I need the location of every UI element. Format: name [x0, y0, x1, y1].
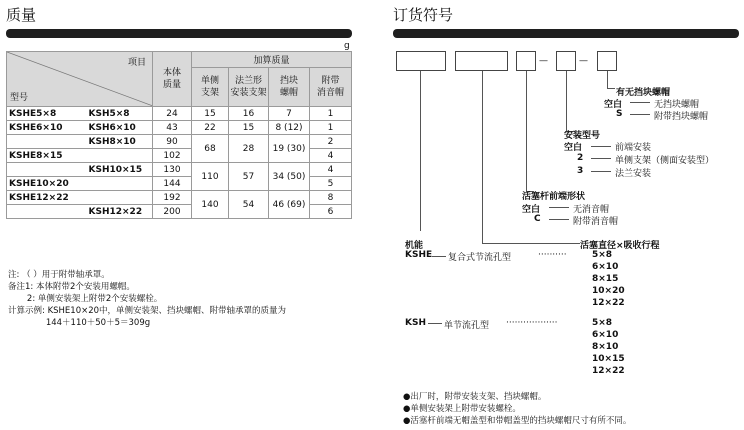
stopper-option-code: S — [616, 109, 623, 119]
header-flange-bracket: 法兰形 安装支架 — [229, 68, 269, 107]
option-dash — [630, 102, 650, 103]
code-box-function — [396, 51, 446, 71]
order-title-bar — [393, 29, 739, 38]
ksh-size: 12×22 — [592, 366, 625, 376]
connector-line — [420, 71, 421, 231]
connector-line — [607, 88, 615, 89]
code-box-mount — [556, 51, 576, 71]
table-row: KSHE12×22 192 140 54 46 (69) 8 — [7, 191, 352, 205]
stopper-label: 有无挡块螺帽 — [616, 88, 671, 98]
kshe-size: 5×8 — [592, 250, 613, 260]
table-row: KSHE6×10 KSH6×10 43 22 15 8 (12) 1 — [7, 121, 352, 135]
table-header-row — [7, 52, 352, 68]
bullet-note: ●单侧安装架上附带安装螺栓。 — [403, 404, 521, 414]
connector-line — [566, 71, 567, 131]
ksh-size: 8×10 — [592, 342, 619, 352]
weight-title: 质量 — [6, 6, 37, 24]
header-single-bracket: 单侧 支架 — [192, 68, 229, 107]
note-line: 注: （ ）用于附带轴承罩。 — [8, 270, 110, 280]
header-stopper-nut: 挡块 螺帽 — [269, 68, 310, 107]
mount-option-desc: 前端安装 — [615, 143, 652, 153]
table-row: KSHE5×8 KSH5×8 24 15 16 7 1 — [7, 107, 352, 121]
code-box-rod — [516, 51, 536, 71]
mount-option-code: 3 — [577, 166, 584, 176]
option-dash — [432, 256, 446, 257]
weight-notes — [8, 269, 286, 329]
option-dash — [591, 171, 611, 172]
ksh-dots: ·················· — [506, 318, 558, 328]
option-dash — [591, 146, 611, 147]
header-body-weight: 本体 质量 — [153, 52, 192, 107]
header-extra-weight: 加算质量 — [192, 52, 352, 68]
option-dash — [428, 323, 442, 324]
note-line: 144＋110＋50＋5＝309g — [8, 318, 151, 328]
stopper-option-desc: 附带挡块螺帽 — [654, 112, 709, 122]
mount-option-code: 空白 — [564, 143, 583, 153]
stopper-option-desc: 无挡块螺帽 — [654, 100, 700, 110]
rod-option-code: C — [534, 214, 541, 224]
header-model: 型号 — [10, 93, 29, 103]
mount-option-code: 2 — [577, 153, 584, 163]
kshe-size: 10×20 — [592, 286, 625, 296]
bore-stroke-label: 活塞直径×吸收行程 — [580, 241, 660, 251]
kshe-size: 12×22 — [592, 298, 625, 308]
order-title: 订货符号 — [393, 6, 454, 24]
bullet-note: ●出厂时，附带安装支架、挡块螺帽。 — [403, 392, 547, 402]
rod-label: 活塞杆前端形状 — [522, 192, 586, 202]
kshe-code: KSHE — [405, 250, 433, 260]
table-row: KSHE8×15 102 4 — [7, 149, 352, 163]
mount-option-desc: 法兰安装 — [615, 169, 652, 179]
header-item: 项目 — [127, 58, 146, 68]
weight-table — [6, 51, 352, 219]
code-dash: — — [579, 56, 588, 66]
ksh-code: KSH — [405, 318, 426, 328]
code-box-size — [455, 51, 508, 71]
option-dash — [630, 114, 650, 115]
unit-label: g — [344, 41, 350, 51]
ksh-size: 5×8 — [592, 318, 613, 328]
option-dash — [549, 219, 569, 220]
header-diagonal-cell — [7, 52, 153, 107]
note-line: 2: 单侧安装架上附带2个安装螺栓。 — [8, 294, 163, 304]
option-dash — [591, 158, 611, 159]
kshe-size: 6×10 — [592, 262, 619, 272]
kshe-dots: ·········· — [538, 250, 567, 260]
table-row: KSH12×22 200 6 — [7, 205, 352, 219]
table-row: KSHE10×20 144 5 — [7, 177, 352, 191]
mount-label: 安装型号 — [564, 131, 601, 141]
ksh-size: 6×10 — [592, 330, 619, 340]
header-muffler-cap: 附带 消音帽 — [310, 68, 352, 107]
option-dash — [549, 207, 569, 208]
table-row: KSH10×15 130 110 57 34 (50) 4 — [7, 163, 352, 177]
code-dash: — — [539, 56, 548, 66]
note-line: 备注1: 本体附带2个安装用螺帽。 — [8, 282, 135, 292]
connector-line — [482, 243, 580, 244]
weight-title-bar — [6, 29, 352, 38]
stopper-option-code: 空白 — [604, 100, 623, 110]
connector-line — [482, 71, 483, 243]
function-label: 机能 — [405, 241, 424, 251]
rod-option-code: 空白 — [522, 205, 541, 215]
note-line: 计算示例: KSHE10×20中，单侧安装架、挡块螺帽、附带轴承罩的质量为 — [8, 306, 287, 316]
mount-option-desc: 单侧支架（侧面安装型） — [615, 156, 715, 166]
ksh-size: 10×15 — [592, 354, 625, 364]
rod-option-desc: 无消音帽 — [573, 205, 610, 215]
ksh-desc: 单节流孔型 — [444, 321, 490, 331]
code-box-stopper — [597, 51, 617, 71]
table-row: KSH8×10 90 68 28 19 (30) 2 — [7, 135, 352, 149]
kshe-desc: 复合式节流孔型 — [448, 253, 512, 263]
bullet-note: ●活塞杆前端无帽盖型和带帽盖型的挡块螺帽尺寸有所不同。 — [403, 416, 632, 426]
connector-line — [607, 71, 608, 88]
connector-line — [526, 71, 527, 191]
kshe-size: 8×15 — [592, 274, 619, 284]
rod-option-desc: 附带消音帽 — [573, 217, 619, 227]
